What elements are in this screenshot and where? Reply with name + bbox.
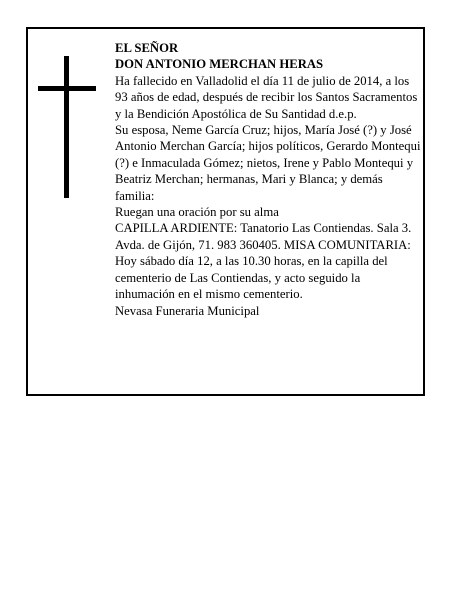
- funeral-details: CAPILLA ARDIENTE: Tanatorio Las Contiendas. Sala 3. Avda. de Gijón, 71. 983 360405. MISA COMUNITARIA: Hoy sábado día 12, a las 10.30 horas, en la capilla del cementerio de Las Contiendas, y acto seguido la inhumación en el mismo cementerio.: [115, 221, 412, 302]
- funeral-home: Nevasa Funeraria Municipal: [115, 303, 260, 318]
- title-line-1: EL SEÑOR: [115, 41, 179, 55]
- deceased-name: DON ANTONIO MERCHAN HERAS: [115, 57, 324, 72]
- notice-text: [115, 40, 421, 319]
- cross-icon: [38, 56, 96, 198]
- cross-horizontal-bar: [38, 86, 96, 91]
- obituary-notice: [26, 27, 425, 396]
- cross-vertical-bar: [64, 56, 69, 198]
- family-list: Su esposa, Neme García Cruz; hijos, María José (?) y José Antonio Merchan García; hijos políticos, Gerardo Montequi (?) e Inmaculada Gómez; nietos, Irene y Pablo Montequi y Beatriz Merchan; hermanas, Mari y Blanca; y demás familia:: [115, 123, 421, 203]
- prayer-request: Ruegan una oración por su alma: [115, 205, 279, 220]
- death-announcement: Ha fallecido en Valladolid el día 11 de julio de 2014, a los 93 años de edad, después de recibir los Santos Sacramentos y la Bendición Apostólica de Su Santidad d.e.p.: [115, 73, 418, 121]
